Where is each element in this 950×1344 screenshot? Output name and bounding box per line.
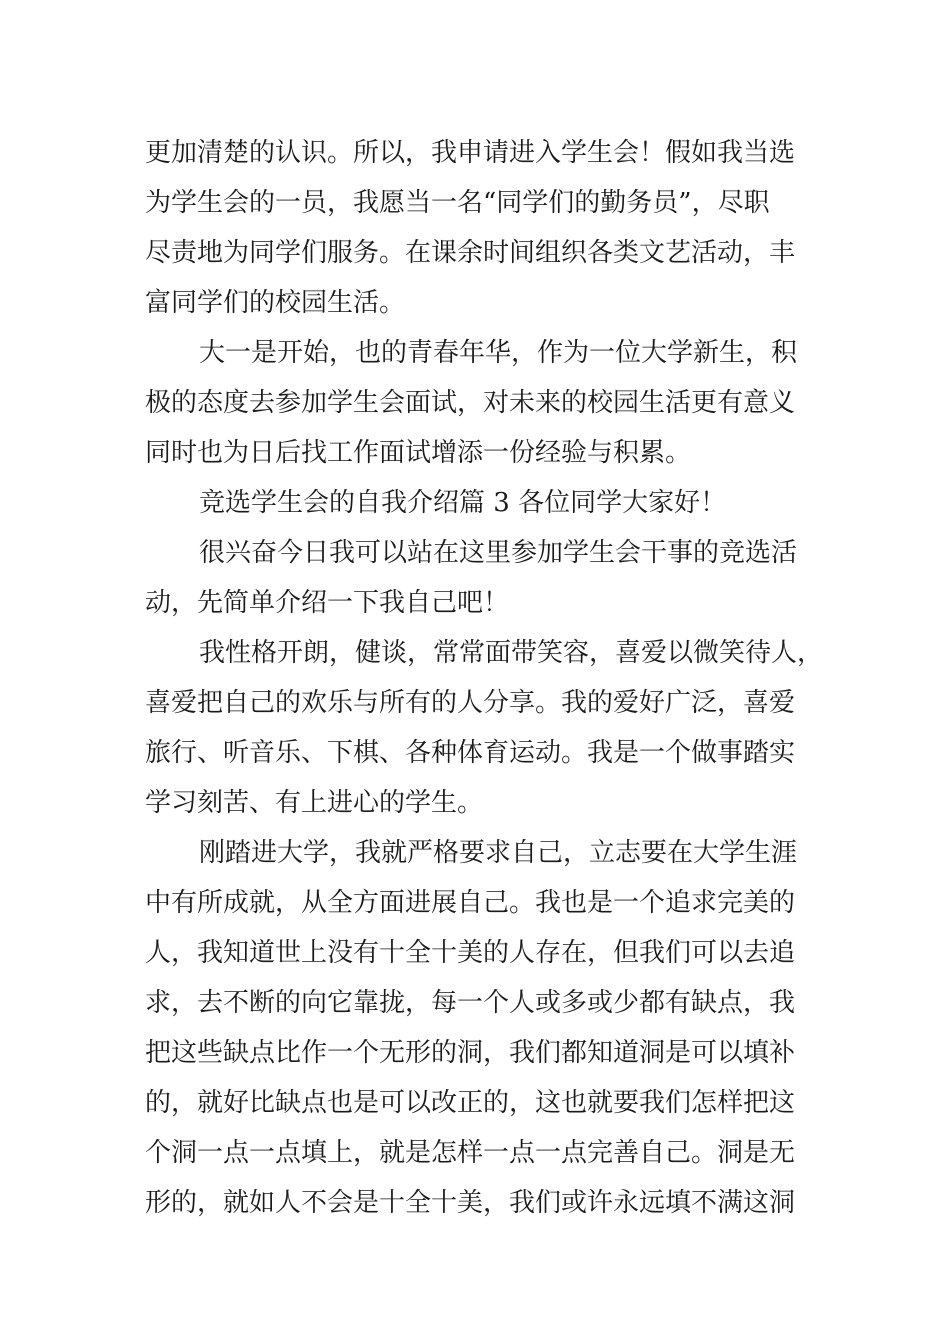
text-line: 极的态度去参加学生会面试，对未来的校园生活更有意义 [145, 388, 796, 418]
text-line: 个洞一点一点填上，就是怎样一点一点完善自己。洞是无 [145, 1138, 796, 1168]
text-line: 我性格开朗，健谈，常常面带笑容，喜爱以微笑待人， [199, 638, 824, 668]
text-line: 的，就好比缺点也是可以改正的，这也就要我们怎样把这 [145, 1088, 796, 1118]
text-line: 富同学们的校园生活。 [145, 288, 406, 318]
text-line: 求，去不断的向它靠拢，每一个人或多或少都有缺点，我 [145, 988, 796, 1018]
section-heading: 竞选学生会的自我介绍篇 3 各位同学大家好！ [199, 488, 727, 518]
text-line: 很兴奋今日我可以站在这里参加学生会干事的竞选活 [199, 538, 798, 568]
text-line: 形的，就如人不会是十全十美，我们或许永远填不满这洞 [145, 1188, 796, 1218]
text-line: 同时也为日后找工作面试增添一份经验与积累。 [145, 438, 692, 468]
text-line: 喜爱把自己的欢乐与所有的人分享。我的爱好广泛，喜爱 [145, 688, 796, 718]
text-line: 学习刻苦、有上进心的学生。 [145, 788, 484, 818]
text-line: 动，先简单介绍一下我自己吧！ [145, 588, 510, 618]
text-line: 把这些缺点比作一个无形的洞，我们都知道洞是可以填补 [145, 1038, 796, 1068]
text-line: 旅行、听音乐、下棋、各种体育运动。我是一个做事踏实 [145, 738, 796, 768]
text-line: 人，我知道世上没有十全十美的人存在，但我们可以去追 [145, 938, 796, 968]
text-line: 中有所成就，从全方面进展自己。我也是一个追求完美的 [145, 888, 796, 918]
document-body [145, 128, 825, 1228]
text-line: 刚踏进大学，我就严格要求自己，立志要在大学生涯 [199, 838, 798, 868]
text-line: 更加清楚的认识。所以，我申请进入学生会！假如我当选 [145, 138, 796, 168]
text-line: 大一是开始，也的青春年华，作为一位大学新生，积 [199, 338, 798, 368]
text-line: 尽责地为同学们服务。在课余时间组织各类文艺活动，丰 [145, 238, 796, 268]
text-line: 为学生会的一员，我愿当一名“同学们的勤务员”，尽职 [145, 188, 770, 218]
